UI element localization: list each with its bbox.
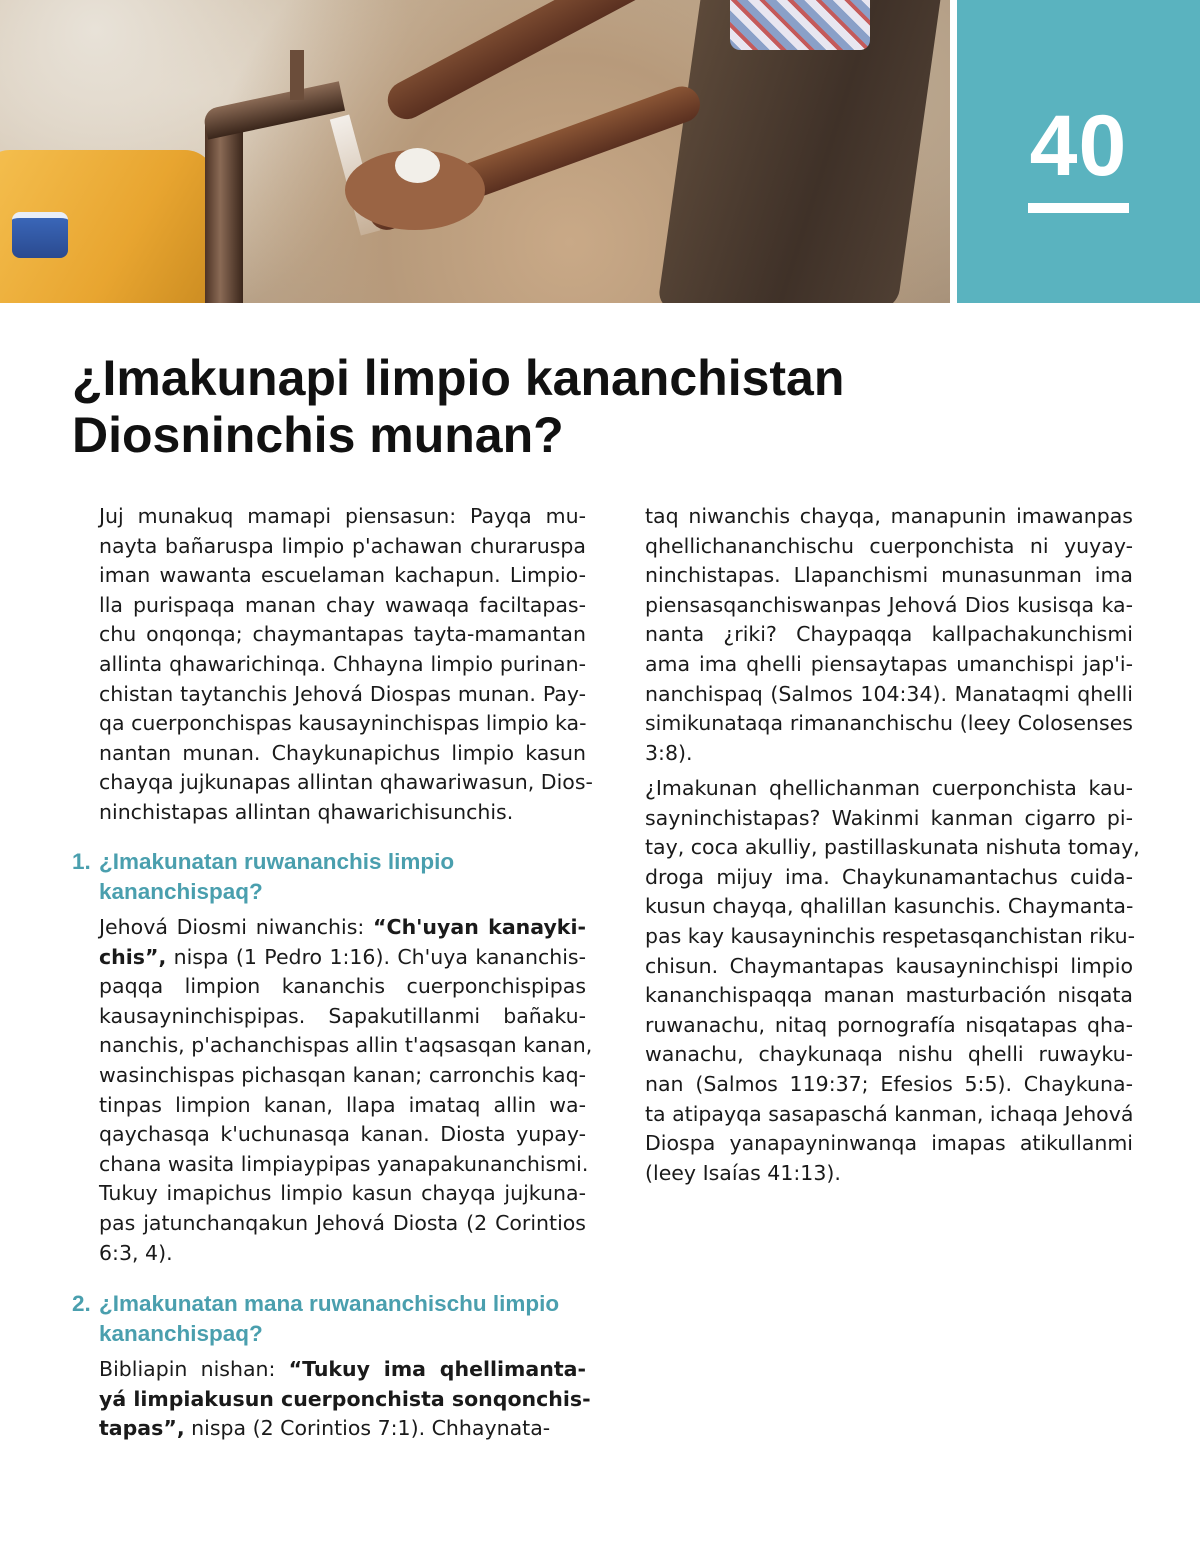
text-line: ninchistapas allintan qhawarichisunchis.: [99, 799, 514, 824]
text-line: [99, 1091, 586, 1121]
question-text: ¿Imakunatan ruwananchis limpio: [99, 849, 455, 874]
intro-paragraph: [99, 502, 593, 828]
text-line: nanta ¿riki? Chaypaqqa kallpachakunchismi: [645, 622, 1133, 647]
column2-paragraph-1: [645, 502, 1133, 768]
text-line: [99, 1209, 586, 1239]
text-line: chisun. Chaymantapas kausayninchispi limpio: [645, 953, 1133, 978]
text-line: [99, 1031, 593, 1061]
text-run: nispa (1 Pedro 1:16). Ch'uya kananchis-: [166, 944, 586, 969]
scripture-quote: yá limpiakusun cuerponchista sonqonchis-: [99, 1386, 591, 1411]
page-title: [72, 350, 844, 464]
text-line: ¿Imakunan qhellichanman cuerponchista kau-: [645, 776, 1133, 800]
question-number: 2.: [72, 1291, 91, 1316]
text-line: Juj munakuq mamapi piensasun: Payqa mu-: [99, 504, 586, 528]
text-line: nantan munan. Chaykunapichus limpio kasun: [99, 740, 586, 765]
text-run: chana wasita limpiaypipas yanapakunanchismi.: [99, 1151, 589, 1176]
text-run: nispa (2 Corintios 7:1). Chhaynata-: [184, 1416, 551, 1441]
faucet-handle: [290, 50, 304, 100]
text-line: ruwanachu, nitaq pornografía nisqatapas qha-: [645, 1012, 1133, 1037]
column2-paragraph-2: [645, 774, 1140, 1188]
question-text: ¿Imakunatan mana ruwananchischu limpio: [99, 1291, 560, 1316]
text-line: [99, 1061, 586, 1091]
question-text: kananchispaq?: [99, 1321, 263, 1346]
question-heading-1: [72, 847, 454, 907]
text-line: [99, 1239, 586, 1269]
text-line: [99, 1002, 586, 1032]
text-line: tay, coca akulliy, pastillaskunata nishuta tomay,: [645, 835, 1140, 860]
text-line: droga mijuy ima. Chaykunamantachus cuida-: [645, 864, 1133, 889]
text-line: pas kay kausayninchis respetasqanchistan riku-: [645, 923, 1136, 948]
text-line: (leey Isaías 41:13).: [645, 1160, 841, 1185]
answer-paragraph-2: [99, 1355, 591, 1444]
text-line: allinta qhawarichinqa. Chhayna limpio purinan-: [99, 651, 586, 676]
water-pipe: [205, 120, 243, 303]
answer-paragraph-1: [99, 913, 593, 1268]
text-run: kausayninchispipas. Sapakutillanmi bañaku-: [99, 1003, 586, 1028]
text-line: chu onqonqa; chaymantapas tayta-mamantan: [99, 622, 586, 647]
text-line: qhellichananchischu cuerponchista ni yuyay-: [645, 533, 1133, 558]
question-heading-2: [72, 1289, 559, 1349]
text-line: [99, 1414, 586, 1444]
text-run: nanchis, p'achanchispas allin t'aqsasqan kanan,: [99, 1033, 593, 1058]
text-line: nanchispaq (Salmos 104:34). Manataqmi qhelli: [645, 681, 1133, 706]
text-line: iman wawanta escuelaman kachapun. Limpio-: [99, 563, 586, 588]
text-run: qaychasqa k'uchunasqa kanan. Diosta yupay-: [99, 1122, 586, 1147]
title-line: ¿Imakunapi limpio kananchistan: [72, 350, 845, 406]
text-line: ninchistapas. Llapanchismi munasunman ima: [645, 563, 1133, 588]
scripture-quote: tapas”,: [99, 1416, 185, 1441]
text-line: [99, 1150, 589, 1180]
question-text: kananchispaq?: [99, 879, 263, 904]
text-line: [99, 1385, 591, 1415]
text-line: [99, 1120, 586, 1150]
text-line: taq niwanchis chayqa, manapunin imawanpas: [645, 504, 1133, 528]
text-line: piensasqanchiswanpas Jehová Dios kusisqa ka-: [645, 592, 1133, 617]
text-run: pas jatunchanqakun Jehová Diosta (2 Corintios: [99, 1210, 586, 1235]
soap-bar: [395, 148, 440, 183]
text-line: [99, 972, 586, 1002]
text-line: ama ima qhelli piensaytapas umanchispi jap'i-: [645, 651, 1133, 676]
text-run: 6:3, 4).: [99, 1240, 173, 1265]
text-line: chistan taytanchis Jehová Diospas munan. Pay-: [99, 681, 586, 706]
text-line: 3:8).: [645, 740, 693, 765]
text-line: [99, 913, 586, 943]
scripture-quote: “Ch'uyan kanayki-: [373, 915, 586, 939]
text-run: tinpas limpion kanan, llapa imataq allin wa-: [99, 1092, 586, 1117]
text-line: chayqa jujkunapas allintan qhawariwasun, Dios-: [99, 770, 593, 795]
text-line: nayta bañaruspa limpio p'achawan churaruspa: [99, 533, 586, 558]
text-line: [99, 1355, 586, 1385]
text-run: Bibliapin nishan:: [99, 1357, 289, 1381]
scripture-quote: chis”,: [99, 944, 167, 969]
lesson-number: 40: [1029, 98, 1128, 194]
text-line: qa cuerponchispas kausayninchispas limpio ka-: [99, 711, 587, 736]
jerry-can-cap: [12, 212, 68, 258]
text-line: [99, 1179, 586, 1209]
text-run: paqqa limpion kananchis cuerponchispipas: [99, 974, 586, 999]
person-shirt: [730, 0, 870, 50]
scripture-quote: “Tukuy ima qhellimanta-: [288, 1357, 586, 1381]
text-run: Jehová Diosmi niwanchis:: [99, 915, 374, 939]
text-line: lla purispaqa manan chay wawaqa faciltapas-: [99, 592, 586, 617]
badge-underline: [1028, 203, 1129, 213]
text-line: kananchispaqqa manan masturbación nisqata: [645, 983, 1133, 1008]
lesson-number-badge: [957, 0, 1200, 303]
text-run: wasinchispas pichasqan kanan; carronchis kaq-: [99, 1062, 586, 1087]
text-line: nan (Salmos 119:37; Efesios 5:5). Chaykuna-: [645, 1071, 1133, 1096]
text-line: simikunataqa rimananchischu (leey Colosenses: [645, 711, 1133, 736]
text-line: wanachu, chaykunaqa nishu qhelli ruwayku-: [645, 1042, 1133, 1067]
text-line: [99, 943, 586, 973]
text-line: Diospa yanapayninwanqa imapas atikullanmi: [645, 1131, 1133, 1156]
text-line: kusun chayqa, qhalillan kasunchis. Chaymanta-: [645, 894, 1134, 919]
title-line: Diosninchis munan?: [72, 407, 564, 463]
text-run: Tukuy imapichus limpio kasun chayqa jujkuna-: [99, 1181, 586, 1206]
text-line: sayninchistapas? Wakinmi kanman cigarro pi-: [645, 805, 1133, 830]
hero-photo-handwashing: [0, 0, 950, 303]
text-line: ta atipayqa sasapaschá kanman, ichaqa Jehová: [645, 1101, 1134, 1126]
question-number: 1.: [72, 849, 91, 874]
